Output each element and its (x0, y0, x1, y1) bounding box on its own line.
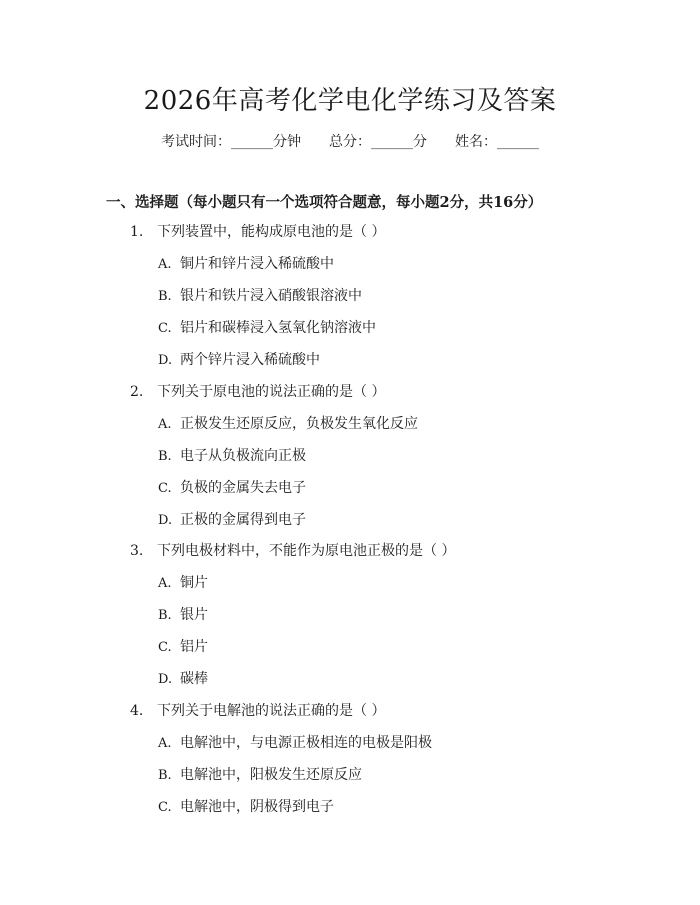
option-text: 银片和铁片浸入硝酸银溶液中 (180, 288, 362, 304)
question-number: 1. (130, 224, 144, 240)
question-4 (130, 701, 385, 721)
option-letter: B. (158, 449, 172, 464)
exam-meta-line (0, 131, 700, 151)
question-number: 2. (130, 384, 144, 400)
option-text: 电解池中，阴极得到电子 (180, 799, 334, 815)
option-letter: D. (158, 353, 173, 368)
section-heading: 一、选择题（每小题只有一个选项符合题意，每小题2分，共16分） (106, 194, 543, 211)
option-letter: D. (158, 672, 173, 687)
option-letter: B. (158, 768, 172, 783)
option-text: 正极发生还原反应，负极发生氧化反应 (180, 416, 418, 432)
option-text: 负极的金属失去电子 (180, 480, 306, 496)
option-text: 电解池中，与电源正极相连的电极是阳极 (180, 735, 432, 751)
option-letter: C. (158, 640, 172, 655)
option-text: 两个锌片浸入稀硫酸中 (180, 352, 320, 368)
question-1-option-c (158, 318, 376, 339)
option-text: 电解池中，阳极发生还原反应 (180, 767, 362, 783)
option-letter: B. (158, 608, 172, 623)
question-text: 下列关于原电池的说法正确的是（ ） (157, 384, 386, 400)
option-letter: B. (158, 289, 172, 304)
page-title: 2026年高考化学电化学练习及答案 (143, 86, 557, 116)
question-text: 下列装置中，能构成原电池的是（ ） (157, 224, 386, 240)
question-2 (130, 382, 385, 402)
question-1-option-a (158, 254, 334, 275)
student-name-field: 姓名：______ (455, 134, 539, 150)
option-letter: C. (158, 481, 172, 496)
question-4-option-c (158, 797, 334, 818)
option-letter: A. (158, 257, 172, 272)
question-4-option-a (158, 733, 432, 754)
option-text: 铝片和碳棒浸入氢氧化钠溶液中 (180, 320, 376, 336)
question-number: 4. (130, 703, 144, 719)
option-text: 碳棒 (180, 671, 208, 687)
question-3-option-c (158, 637, 208, 658)
question-2-option-c (158, 478, 306, 499)
question-2-option-b (158, 446, 306, 467)
question-4-option-b (158, 765, 362, 786)
total-score-field: 总分：______分 (329, 134, 427, 150)
option-letter: A. (158, 736, 172, 751)
exam-time-field: 考试时间：______分钟 (161, 134, 301, 150)
question-1-option-d (158, 350, 320, 371)
question-3-option-a (158, 573, 208, 594)
question-text: 下列关于电解池的说法正确的是（ ） (157, 703, 386, 719)
option-text: 铝片 (180, 639, 208, 655)
option-text: 正极的金属得到电子 (180, 512, 306, 528)
question-number: 3. (130, 543, 144, 559)
option-text: 银片 (180, 607, 208, 623)
question-1 (130, 222, 385, 242)
question-2-option-d (158, 510, 306, 531)
question-1-option-b (158, 286, 362, 307)
option-letter: C. (158, 800, 172, 815)
question-2-option-a (158, 414, 418, 435)
option-text: 铜片 (180, 575, 208, 591)
option-text: 铜片和锌片浸入稀硫酸中 (180, 256, 334, 272)
option-letter: D. (158, 513, 173, 528)
option-text: 电子从负极流向正极 (180, 448, 306, 464)
option-letter: A. (158, 576, 172, 591)
option-letter: C. (158, 321, 172, 336)
question-3-option-b (158, 605, 208, 626)
option-letter: A. (158, 417, 172, 432)
question-3-option-d (158, 669, 208, 690)
question-text: 下列电极材料中，不能作为原电池正极的是（ ） (157, 543, 456, 559)
question-3 (130, 541, 455, 561)
